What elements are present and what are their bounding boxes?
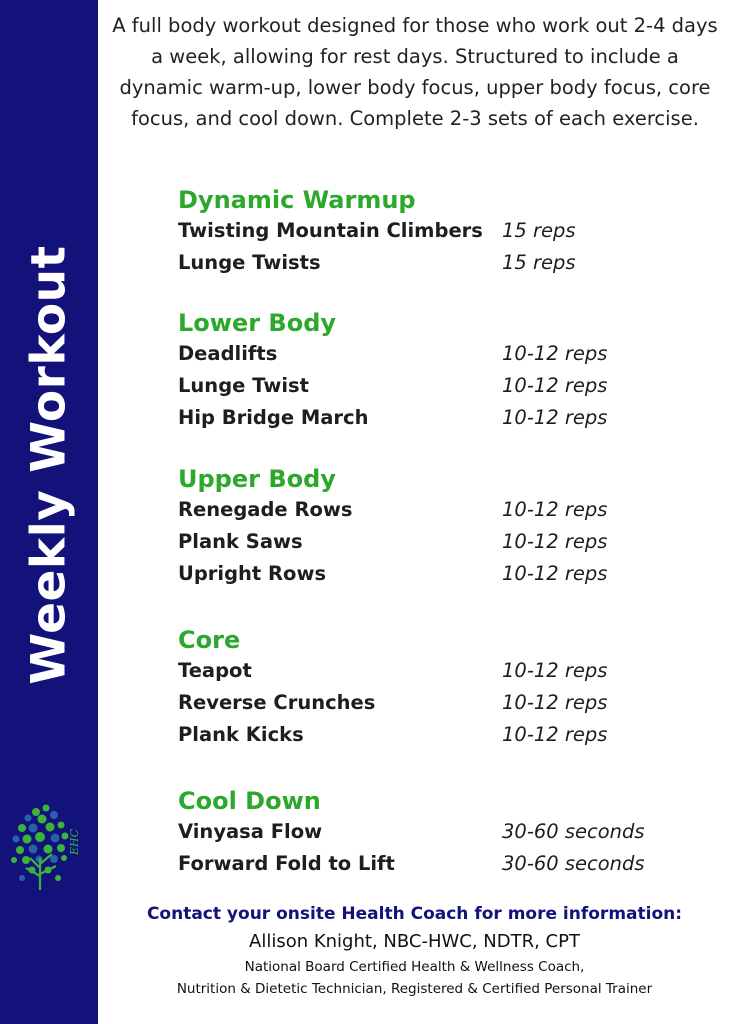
section-title: Dynamic Warmup [178,186,416,214]
exercise-row [178,495,698,527]
exercise-reps: 10-12 reps [502,406,608,429]
exercise-row [178,559,698,591]
contact-block [98,902,731,1000]
exercise-name: Lunge Twists [178,251,321,274]
exercise-row [178,527,698,559]
section-title: Cool Down [178,787,321,815]
exercise-reps: 10-12 reps [502,342,608,365]
exercise-row [178,248,698,280]
sidebar [0,0,98,1024]
exercise-name: Forward Fold to Lift [178,852,395,875]
logo-text: EHC [68,828,81,856]
section-cool-down [178,787,698,881]
section-title: Core [178,626,241,654]
contact-heading: Contact your onsite Health Coach for more information: [146,904,683,924]
sidebar-title: Weekly Workout [21,245,77,685]
exercise-row [178,403,698,435]
section-lower-body [178,309,698,435]
exercise-row [178,216,698,248]
exercise-reps: 10-12 reps [502,659,608,682]
exercise-name: Vinyasa Flow [178,820,323,843]
exercise-reps: 15 reps [502,219,576,242]
exercise-reps: 10-12 reps [502,374,608,397]
section-core [178,626,698,752]
exercise-reps: 30-60 seconds [502,852,645,875]
exercise-reps: 15 reps [502,251,576,274]
exercise-name: Hip Bridge March [178,406,369,429]
section-title: Lower Body [178,309,337,337]
exercise-name: Teapot [178,659,252,682]
credentials-line-1: National Board Certified Health & Wellness Coach, [244,959,585,975]
exercise-name: Plank Saws [178,530,303,553]
exercise-name: Renegade Rows [178,498,353,521]
exercise-row [178,849,698,881]
exercise-row [178,720,698,752]
exercise-row [178,371,698,403]
main-content [98,0,731,1024]
exercise-row [178,817,698,849]
coach-name: Allison Knight, NBC-HWC, NDTR, CPT [249,931,580,952]
section-dynamic-warmup [178,186,698,280]
exercise-row [178,339,698,371]
section-upper-body [178,465,698,591]
intro-paragraph: A full body workout designed for those who work out 2-4 days a week, allowing for rest days. Structured to include a dynamic warm-up, lower body focus, upper body focus, core focus, and cool down. Complete 2-3 sets of each exercise. [112,14,718,130]
exercise-name: Twisting Mountain Climbers [178,219,483,242]
exercise-reps: 10-12 reps [502,691,608,714]
section-title: Upper Body [178,465,336,493]
exercise-reps: 10-12 reps [502,498,608,521]
exercise-row [178,656,698,688]
exercise-row [178,688,698,720]
exercise-name: Plank Kicks [178,723,304,746]
exercise-reps: 10-12 reps [502,723,608,746]
exercise-reps: 30-60 seconds [502,820,645,843]
exercise-name: Upright Rows [178,562,327,585]
ehc-logo-icon [6,798,92,894]
exercise-reps: 10-12 reps [502,530,608,553]
exercise-name: Reverse Crunches [178,691,376,714]
exercise-name: Deadlifts [178,342,278,365]
exercise-name: Lunge Twist [178,374,309,397]
exercise-reps: 10-12 reps [502,562,608,585]
credentials-line-2: Nutrition & Dietetic Technician, Registered & Certified Personal Trainer [176,981,653,997]
